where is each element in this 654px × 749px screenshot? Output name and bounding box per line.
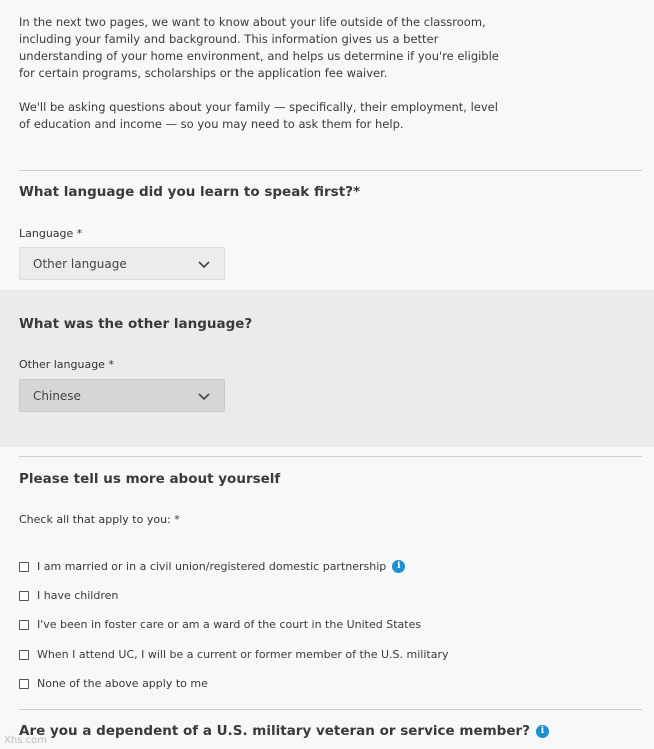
info-icon[interactable] [392, 560, 405, 573]
checkbox-label-foster-care: I've been in foster care or am a ward of the court in the United States [37, 618, 422, 631]
other-language-question: What was the other language? [19, 316, 253, 332]
language-label: Language * [19, 227, 83, 240]
checkbox-row-foster-care[interactable] [19, 618, 421, 631]
divider [19, 170, 642, 171]
checkbox-label-married: I am married or in a civil union/registered domestic partnership [37, 560, 387, 573]
checkbox-label-military: When I attend UC, I will be a current or former member of the U.S. military [37, 648, 449, 661]
chevron-down-icon [197, 257, 211, 271]
chevron-down-icon [197, 389, 211, 403]
info-icon[interactable] [536, 725, 549, 738]
about-question: Please tell us more about yourself [19, 471, 281, 487]
dependent-question: Are you a dependent of a U.S. military veteran or service member? [19, 723, 530, 739]
checkbox-foster-care[interactable] [19, 620, 29, 630]
language-question: What language did you learn to speak first?* [19, 184, 361, 200]
checkbox-military[interactable] [19, 650, 29, 660]
other-language-label: Other language * [19, 358, 114, 371]
language-select-value: Other language [33, 257, 127, 271]
checkbox-children[interactable] [19, 591, 29, 601]
checkbox-row-children[interactable] [19, 589, 118, 602]
checkbox-row-married[interactable] [19, 560, 405, 573]
dependent-question-row [19, 723, 549, 739]
language-select[interactable] [19, 247, 225, 280]
divider [19, 456, 642, 457]
divider [19, 709, 642, 710]
intro-paragraph-1: In the next two pages, we want to know about your life outside of the classroom, including your family and background. This information gives us a better understanding of your home environment, and helps us determine if you're eligible for certain programs, scholarships or the application fee waiver. [19, 15, 499, 80]
checkbox-label-children: I have children [37, 589, 119, 602]
checkbox-row-military[interactable] [19, 648, 449, 661]
checkbox-row-none[interactable] [19, 677, 208, 690]
other-language-select-value: Chinese [33, 389, 81, 403]
checkbox-label-none: None of the above apply to me [37, 677, 208, 690]
intro-text [19, 14, 509, 133]
checkbox-none[interactable] [19, 679, 29, 689]
watermark: Xhs.com [4, 735, 47, 746]
about-instruction: Check all that apply to you: * [19, 513, 180, 526]
checkbox-married[interactable] [19, 562, 29, 572]
other-language-select[interactable] [19, 379, 225, 412]
intro-paragraph-2: We'll be asking questions about your family — specifically, their employment, level of education and income — so you may need to ask them for help. [19, 100, 498, 131]
